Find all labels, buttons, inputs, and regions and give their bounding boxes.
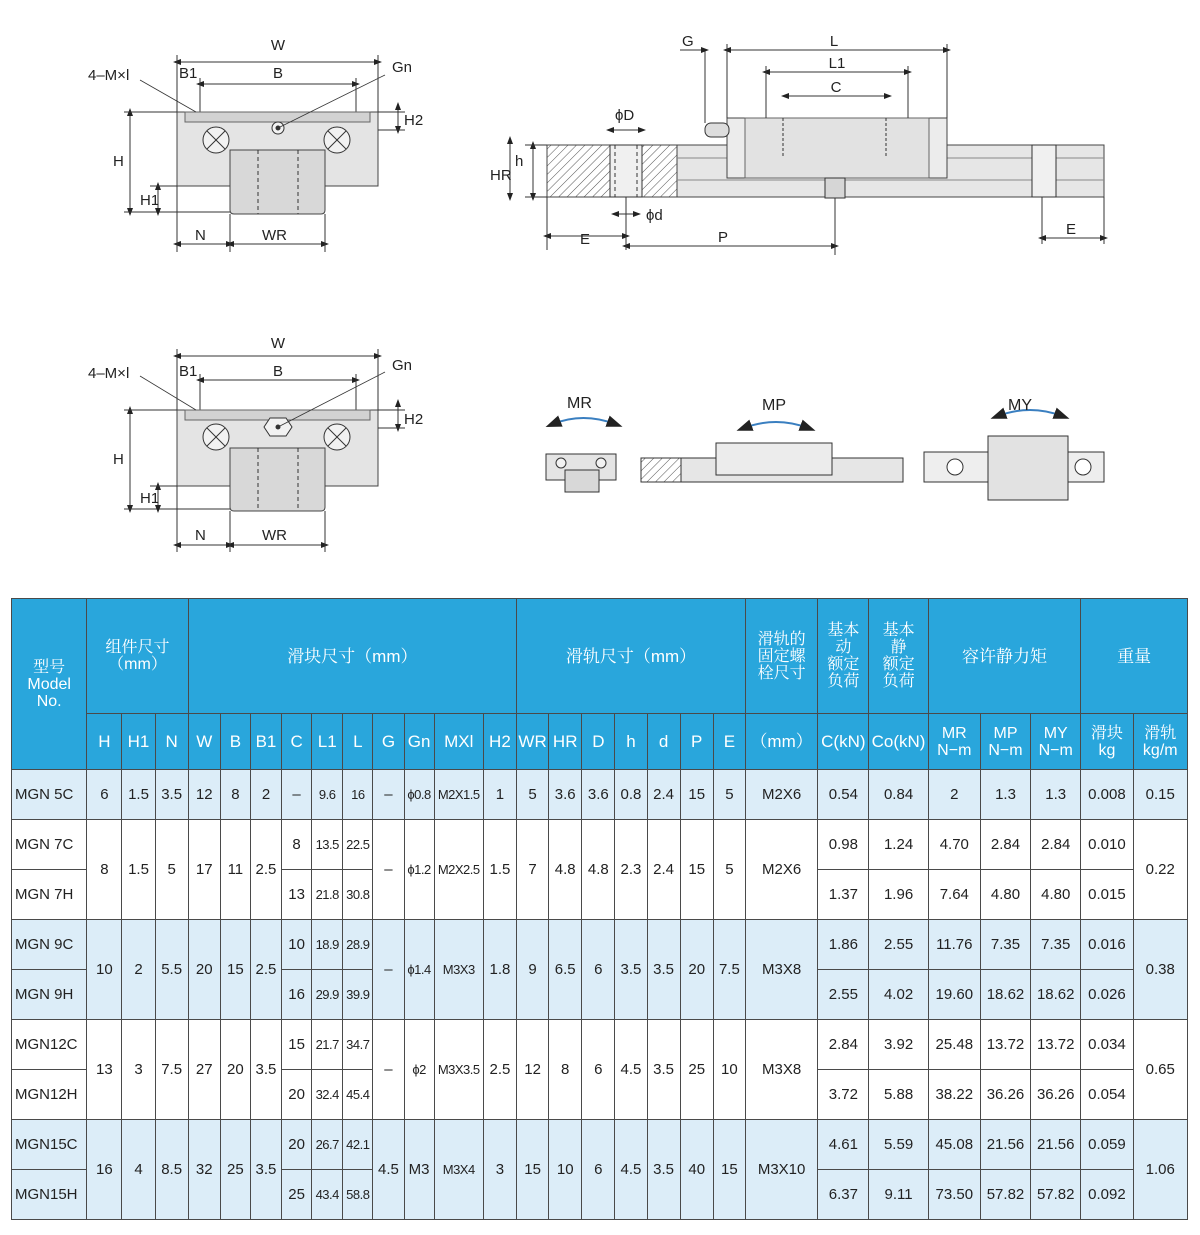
table-cell: 12 [517,1020,549,1120]
sub-C0-kN: Co(kN) [869,714,928,770]
sub-P: P [680,714,713,770]
table-cell: 3.5 [250,1020,281,1120]
table-cell: 0.38 [1133,920,1187,1020]
sub-d: d [647,714,680,770]
table-cell: 15 [517,1120,549,1220]
label-B-2: B [272,363,284,380]
model-cell: MGN15C [12,1120,87,1170]
table-cell: 6 [87,770,122,820]
table-cell: – [373,1020,404,1120]
table-cell: 3.5 [647,920,680,1020]
table-cell: 15 [220,920,250,1020]
table-cell: 1.86 [818,920,869,970]
table-cell: 0.54 [818,770,869,820]
table-cell: 15 [713,1120,745,1220]
table-cell: 3 [483,1120,516,1220]
table-cell: M2X2.5 [434,820,483,920]
cross-section-top [124,55,405,252]
table-cell: 16 [87,1120,122,1220]
label-H2: H2 [404,112,424,129]
sub-Gn: Gn [404,714,434,770]
table-cell: 2.84 [980,820,1030,870]
table-cell: ϕ0.8 [404,770,434,820]
sub-B1: B1 [250,714,281,770]
table-cell: 2.4 [647,820,680,920]
table-cell: 17 [188,820,220,920]
sub-bolt-unit: （mm） [745,714,817,770]
table-cell: 4 [122,1120,155,1220]
table-cell: 5.5 [155,920,188,1020]
sub-E: E [713,714,745,770]
table-cell: 2.5 [250,920,281,1020]
table-cell: M3X8 [745,1020,817,1120]
table-cell: 4.5 [615,1120,647,1220]
table-cell: 13 [87,1020,122,1120]
label-phiD: ϕD [615,107,635,124]
table-cell: 2.3 [615,820,647,920]
model-cell: MGN 7H [12,870,87,920]
table-cell: 3.72 [818,1070,869,1120]
table-cell: 21.56 [980,1120,1030,1170]
table-cell: 2.55 [869,920,928,970]
sub-MXl: MXl [434,714,483,770]
table-cell: 2 [928,770,980,820]
label-Gn: Gn [392,59,413,76]
table-cell: ϕ2 [404,1020,434,1120]
table-cell: 6 [582,1120,615,1220]
table-cell: 1.5 [122,820,155,920]
header-rail: 滑轨尺寸（mm） [517,599,746,714]
label-N-2: N [195,527,206,544]
table-cell: 18.62 [980,970,1030,1020]
sub-H: H [87,714,122,770]
table-cell: 7.5 [713,920,745,1020]
table-cell: 1.37 [818,870,869,920]
label-P: P [718,229,729,246]
table-cell: 6.37 [818,1170,869,1220]
table-cell: 2.5 [250,820,281,920]
table-cell: 5 [713,770,745,820]
table-cell: 11 [220,820,250,920]
table-cell: M3X3.5 [434,1020,483,1120]
label-H: H [113,153,124,170]
side-view [510,44,1104,255]
label-MR: MR [567,395,592,412]
mgn-spec-table [11,598,1188,1220]
table-cell: 8 [87,820,122,920]
sub-L1: L1 [312,714,343,770]
model-cell: MGN 9H [12,970,87,1020]
table-cell: 21.8 [312,870,343,920]
table-cell: 22.5 [343,820,373,870]
table-cell: 25 [680,1020,713,1120]
table-cell: 2.84 [818,1020,869,1070]
table-cell: 0.016 [1081,920,1133,970]
table-cell: 1 [483,770,516,820]
table-cell: 25 [282,1170,312,1220]
label-phid: ϕd [646,207,663,224]
table-cell: 57.82 [980,1170,1030,1220]
table-cell: 45.4 [343,1070,373,1120]
table-cell: 4.8 [582,820,615,920]
table-cell: 73.50 [928,1170,980,1220]
table-cell: ϕ1.4 [404,920,434,1020]
table-cell: 0.98 [818,820,869,870]
sub-WR: WR [517,714,549,770]
table-cell: 16 [282,970,312,1020]
table-cell: 0.010 [1081,820,1133,870]
table-cell: 7.35 [1031,920,1081,970]
table-cell: 4.80 [1031,870,1081,920]
table-cell: 3 [122,1020,155,1120]
table-cell: 0.65 [1133,1020,1187,1120]
sub-rail-weight: 滑轨 kg/m [1133,714,1187,770]
header-model: 型号 Model No. [12,599,87,770]
technical-drawings [0,0,1200,595]
table-cell: 43.4 [312,1170,343,1220]
label-h: h [515,153,524,170]
table-cell: 1.06 [1133,1120,1187,1220]
table-cell: M3X8 [745,920,817,1020]
table-cell: 5.88 [869,1070,928,1120]
table-cell: 15 [680,820,713,920]
table-cell: 32.4 [312,1070,343,1120]
table-cell: 0.84 [869,770,928,820]
cross-section-bottom [124,349,405,552]
sub-h: h [615,714,647,770]
table-cell: 58.8 [343,1170,373,1220]
moment-labels [567,395,1032,414]
table-cell: 8.5 [155,1120,188,1220]
sub-H2: H2 [483,714,516,770]
table-cell: 57.82 [1031,1170,1081,1220]
label-WR-2: WR [262,527,287,544]
table-cell: 6 [582,1020,615,1120]
table-cell: 2.5 [483,1020,516,1120]
table-cell: 0.8 [615,770,647,820]
table-cell: 20 [680,920,713,1020]
table-cell: 2.4 [647,770,680,820]
table-cell: 5 [713,820,745,920]
table-cell: – [373,920,404,1020]
table-cell: M2X6 [745,820,817,920]
table-cell: 4.61 [818,1120,869,1170]
table-cell: – [373,820,404,920]
sub-HR: HR [549,714,582,770]
table-cell: 39.9 [343,970,373,1020]
sub-D: D [582,714,615,770]
table-cell: 32 [188,1120,220,1220]
table-cell: 7.64 [928,870,980,920]
table-row [12,1020,1188,1070]
label-E-right: E [1066,221,1077,238]
table-cell: 25.48 [928,1020,980,1070]
model-cell: MGN15H [12,1170,87,1220]
table-cell: 38.22 [928,1070,980,1120]
table-cell: 1.3 [980,770,1030,820]
table-cell: 34.7 [343,1020,373,1070]
table-cell: 27 [188,1020,220,1120]
label-H2-2: H2 [404,411,424,428]
table-cell: 3.5 [647,1020,680,1120]
table-cell: 36.26 [980,1070,1030,1120]
table-cell: 13.72 [980,1020,1030,1070]
table-cell: 21.7 [312,1020,343,1070]
table-cell: 2.84 [1031,820,1081,870]
table-cell: 12 [188,770,220,820]
table-cell: 0.054 [1081,1070,1133,1120]
table-cell: 1.96 [869,870,928,920]
table-cell: 3.92 [869,1020,928,1070]
table-cell: 0.008 [1081,770,1133,820]
table-cell: M3X4 [434,1120,483,1220]
table-cell: 0.026 [1081,970,1133,1020]
label-WR: WR [262,227,287,244]
table-cell: 4.02 [869,970,928,1020]
table-cell: 2.55 [818,970,869,1020]
table-cell: 16 [343,770,373,820]
table-cell: 10 [282,920,312,970]
table-cell: 4.5 [615,1020,647,1120]
table-cell: 36.26 [1031,1070,1081,1120]
label-W: W [270,37,286,54]
model-cell: MGN 5C [12,770,87,820]
table-cell: 3.5 [615,920,647,1020]
label-E-left: E [580,231,591,248]
table-cell: 6.5 [549,920,582,1020]
label-MY: MY [1008,397,1032,414]
table-cell: 7.5 [155,1020,188,1120]
label-H1: H1 [140,192,160,209]
table-cell: 13.72 [1031,1020,1081,1070]
table-cell: – [282,770,312,820]
label-M: 4–M×l [88,67,130,84]
label-MP: MP [762,397,786,414]
table-cell: 8 [282,820,312,870]
table-cell: 20 [188,920,220,1020]
moment-my-diagram [924,410,1104,500]
sub-C: C [282,714,312,770]
table-cell: 2 [250,770,281,820]
table-cell: 1.3 [1031,770,1081,820]
table-cell: 7.35 [980,920,1030,970]
table-cell: 4.70 [928,820,980,870]
label-N: N [195,227,206,244]
moment-mr-diagram [546,418,616,492]
header-dynamic-load: 基本 动 额定 负荷 [818,599,869,714]
table-cell: 8 [549,1020,582,1120]
table-cell: 3.6 [549,770,582,820]
table-cell: 15 [680,770,713,820]
table-cell: 8 [220,770,250,820]
table-cell: 15 [282,1020,312,1070]
header-block: 滑块尺寸（mm） [188,599,516,714]
label-L1: L1 [828,55,846,72]
table-cell: 3.5 [155,770,188,820]
table-cell: 1.8 [483,920,516,1020]
table-cell: 25 [220,1120,250,1220]
table-cell: 26.7 [312,1120,343,1170]
model-cell: MGN 7C [12,820,87,870]
table-cell: 28.9 [343,920,373,970]
table-cell: 0.092 [1081,1170,1133,1220]
table-cell: 29.9 [312,970,343,1020]
table-cell: 9.11 [869,1170,928,1220]
table-cell: 20 [282,1120,312,1170]
table-cell: 4.5 [373,1120,404,1220]
sub-MP: MP N−m [980,714,1030,770]
table-cell: 20 [282,1070,312,1120]
table-cell: M2X1.5 [434,770,483,820]
table-cell: 10 [549,1120,582,1220]
table-cell: 18.9 [312,920,343,970]
header-assembly: 组件尺寸 （mm） [87,599,188,714]
table-cell: 3.5 [647,1120,680,1220]
label-H1-2: H1 [140,490,160,507]
table-cell: 40 [680,1120,713,1220]
label-G: G [682,33,694,50]
table-cell: 13 [282,870,312,920]
label-B1-2: B1 [179,363,198,380]
sub-N: N [155,714,188,770]
table-cell: ϕ1.2 [404,820,434,920]
table-cell: 42.1 [343,1120,373,1170]
table-cell: 19.60 [928,970,980,1020]
table-cell: 30.8 [343,870,373,920]
table-cell: 0.015 [1081,870,1133,920]
table-cell: 18.62 [1031,970,1081,1020]
table-cell: 0.15 [1133,770,1187,820]
table-cell: 0.22 [1133,820,1187,920]
header-bolt: 滑轨的 固定螺 栓尺寸 [745,599,817,714]
table-cell: 1.24 [869,820,928,870]
header-weight: 重量 [1081,599,1188,714]
table-cell: M2X6 [745,770,817,820]
sub-MR: MR N−m [928,714,980,770]
table-cell: 20 [220,1020,250,1120]
table-cell: 13.5 [312,820,343,870]
table-cell: 3.5 [250,1120,281,1220]
table-cell: 10 [713,1020,745,1120]
sub-H1: H1 [122,714,155,770]
label-M-2: 4–M×l [88,365,130,382]
table-cell: 6 [582,920,615,1020]
table-cell: 3.6 [582,770,615,820]
sub-block-weight: 滑块 kg [1081,714,1133,770]
label-C: C [830,79,842,96]
table-cell: 7 [517,820,549,920]
label-B: B [272,65,284,82]
table-cell: – [373,770,404,820]
table-cell: 45.08 [928,1120,980,1170]
table-cell: 21.56 [1031,1120,1081,1170]
table-cell: 11.76 [928,920,980,970]
sub-C-kN: C(kN) [818,714,869,770]
table-row [12,820,1188,870]
model-cell: MGN12C [12,1020,87,1070]
table-row [12,770,1188,820]
model-cell: MGN12H [12,1070,87,1120]
table-cell: 1.5 [122,770,155,820]
header-static-load: 基本 静 额定 负荷 [869,599,928,714]
label-H-2: H [113,451,124,468]
table-cell: 5 [155,820,188,920]
table-cell: 4.8 [549,820,582,920]
table-cell: 5 [517,770,549,820]
sub-G: G [373,714,404,770]
table-cell: 0.059 [1081,1120,1133,1170]
sub-B: B [220,714,250,770]
table-cell: 9 [517,920,549,1020]
label-B1: B1 [179,65,198,82]
label-W-2: W [270,335,286,352]
table-cell: M3X10 [745,1120,817,1220]
sub-L: L [343,714,373,770]
table-cell: 2 [122,920,155,1020]
table-cell: 1.5 [483,820,516,920]
sub-W: W [188,714,220,770]
sub-MY: MY N−m [1031,714,1081,770]
table-cell: 9.6 [312,770,343,820]
model-cell: MGN 9C [12,920,87,970]
table-cell: M3X3 [434,920,483,1020]
label-Gn-2: Gn [392,357,413,374]
table-cell: 0.034 [1081,1020,1133,1070]
table-row [12,1120,1188,1170]
label-L: L [829,33,839,50]
table-cell: 5.59 [869,1120,928,1170]
table-cell: 4.80 [980,870,1030,920]
table-cell: 10 [87,920,122,1020]
moment-mp-diagram [641,422,903,482]
header-moment: 容许静力矩 [928,599,1081,714]
label-HR: HR [490,167,512,184]
table-cell: M3 [404,1120,434,1220]
table-row [12,920,1188,970]
